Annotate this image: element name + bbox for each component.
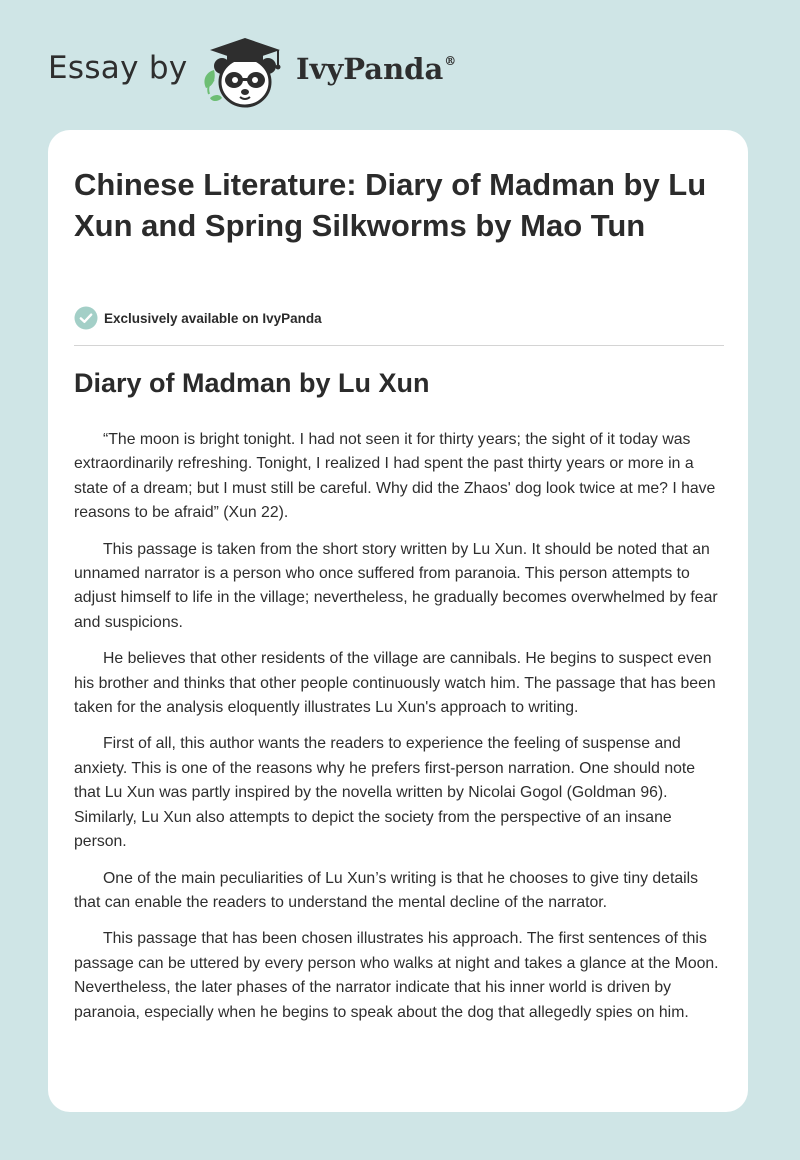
section-heading: Diary of Madman by Lu Xun [74, 368, 430, 398]
paragraph: He believes that other residents of the village are cannibals. He begins to suspect even his brother and thinks that other people continuously watch him. The passage that has been taken for the analysis eloquently illustrates Lu Xun's approach to writing. [74, 650, 716, 717]
registered-mark: ® [444, 54, 457, 68]
badge-text: Exclusively available on IvyPanda [104, 310, 322, 326]
paragraph: This passage is taken from the short story written by Lu Xun. It should be noted that an unnamed narrator is a person who once suffered from paranoia. This person attempts to adjust himself to life in the village; nevertheless, he gradually becomes overwhelmed by fear and suspicions. [74, 540, 718, 631]
essay-body [74, 428, 724, 1037]
brand-name[interactable] [296, 52, 456, 86]
check-circle-icon [74, 306, 98, 330]
brand-prefix: Essay by [48, 50, 188, 86]
paragraph: This passage that has been chosen illustrates his approach. The first sentences of this passage can be uttered by every person who walks at night and takes a glance at the Moon. Nevertheless, the later phases of the narrator indicate that his inner world is driven by paranoia, especially when he begins to speak about the dog that allegedly spies on him. [74, 930, 719, 1021]
divider [74, 345, 724, 346]
site-header [0, 0, 800, 130]
essay-title: Chinese Literature: Diary of Madman by Lu Xun and Spring Silkworms by Mao Tun [74, 167, 707, 243]
brand-name-text: IvyPanda [296, 52, 444, 86]
panda-graduate-icon[interactable] [200, 36, 290, 110]
paragraph: First of all, this author wants the readers to experience the feeling of suspense and anxiety. This is one of the reasons why he prefers first-person narration. One should note that Lu Xun was partly inspired by the novella written by Nicolai Gogol (Goldman 96). Similarly, Lu Xun also attempts to depict the society from the perspective of an insane person. [74, 735, 696, 851]
essay-card [48, 130, 748, 1112]
availability-badge [74, 306, 322, 330]
paragraph: “The moon is bright tonight. I had not seen it for thirty years; the sight of it today was extraordinarily refreshing. Tonight, I realized I had spent the past thirty years or more in a state of a dream; but I must still be careful. Why did the Zhaos' dog look twice at me? I have reasons to be afraid” (Xun 22). [74, 431, 716, 522]
paragraph: One of the main peculiarities of Lu Xun’s writing is that he chooses to give tiny details that can enable the readers to understand the mental decline of the narrator. [74, 869, 699, 911]
